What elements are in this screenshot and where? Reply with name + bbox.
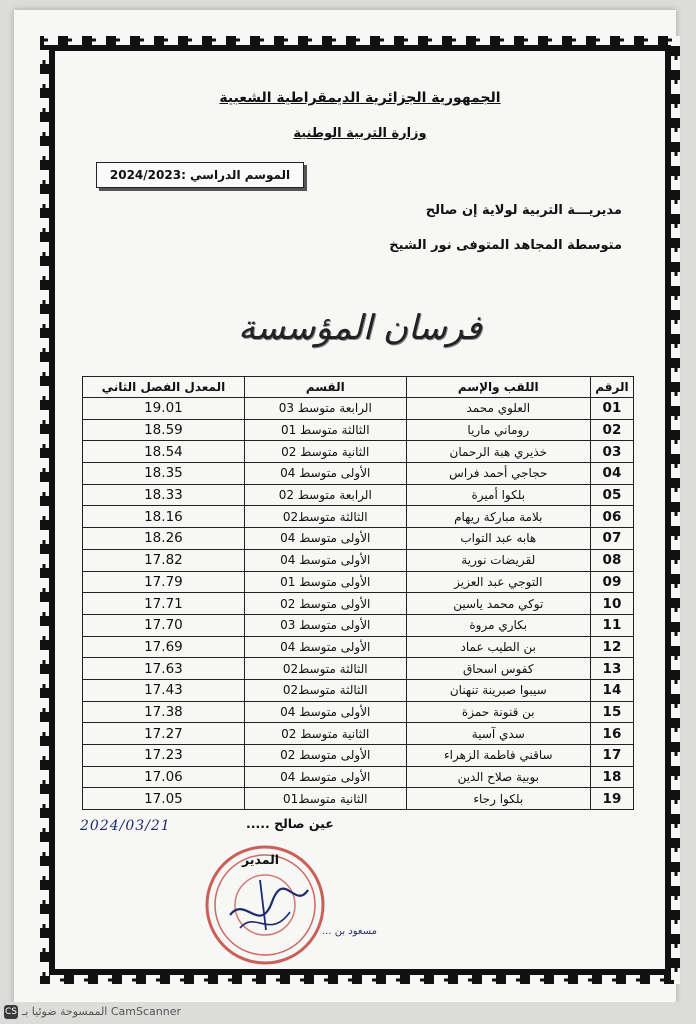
table-row — [83, 679, 634, 701]
semester-average: 19.01 — [83, 398, 245, 420]
semester-average: 17.27 — [83, 723, 245, 745]
student-name: خذيري هبة الرحمان — [406, 441, 590, 463]
row-number: 06 — [590, 506, 633, 528]
row-number: 14 — [590, 679, 633, 701]
honor-roll-table — [82, 376, 634, 810]
class-name: الثالثة متوسط02 — [244, 658, 406, 680]
class-name: الأولى متوسط 04 — [244, 528, 406, 550]
semester-average: 17.23 — [83, 745, 245, 767]
student-name: التوجي عبد العزيز — [406, 571, 590, 593]
director-label: المدير — [242, 852, 280, 867]
semester-average: 17.43 — [83, 679, 245, 701]
class-name: الأولى متوسط 02 — [244, 593, 406, 615]
student-name: بكاري مروة — [406, 614, 590, 636]
student-name: هابه عبد التواب — [406, 528, 590, 550]
class-name: الرابعة متوسط 02 — [244, 484, 406, 506]
student-name: روماني ماريا — [406, 419, 590, 441]
row-number: 04 — [590, 463, 633, 485]
row-number: 07 — [590, 528, 633, 550]
semester-average: 18.35 — [83, 463, 245, 485]
column-header-class: القسم — [244, 377, 406, 398]
scanner-footer — [0, 1002, 696, 1024]
student-name: توكي محمد ياسين — [406, 593, 590, 615]
row-number: 01 — [590, 398, 633, 420]
class-name: الثالثة متوسط 01 — [244, 419, 406, 441]
ministry-heading: وزارة التربية الوطنية — [293, 126, 427, 141]
semester-average: 17.63 — [83, 658, 245, 680]
table-row — [83, 788, 634, 810]
semester-average: 17.70 — [83, 614, 245, 636]
row-number: 16 — [590, 723, 633, 745]
row-number: 02 — [590, 419, 633, 441]
table-header-row — [83, 377, 634, 398]
student-name: بن الطيب عماد — [406, 636, 590, 658]
signature-name-stamp: مسعود بن ... — [322, 926, 378, 937]
table-row — [83, 571, 634, 593]
class-name: الثالثة متوسط02 — [244, 679, 406, 701]
table-row — [83, 658, 634, 680]
table-row — [83, 398, 634, 420]
row-number: 12 — [590, 636, 633, 658]
class-name: الأولى متوسط 04 — [244, 549, 406, 571]
table-row — [83, 614, 634, 636]
class-name: الأولى متوسط 04 — [244, 463, 406, 485]
table-row — [83, 723, 634, 745]
semester-average: 18.33 — [83, 484, 245, 506]
student-name: حجاجي أحمد فراس — [406, 463, 590, 485]
student-name: بوبية صلاح الدين — [406, 766, 590, 788]
column-header-average: المعدل الفصل الثاني — [83, 377, 245, 398]
table-row — [83, 766, 634, 788]
row-number: 03 — [590, 441, 633, 463]
table-row — [83, 484, 634, 506]
student-name: بلكوا أميرة — [406, 484, 590, 506]
row-number: 09 — [590, 571, 633, 593]
semester-average: 17.38 — [83, 701, 245, 723]
row-number: 19 — [590, 788, 633, 810]
school-season-box: الموسم الدراسي :2024/2023 — [96, 162, 304, 188]
school-name-line: متوسطة المجاهد المتوفى نور الشيخ — [389, 238, 622, 253]
student-name: ساقني فاطمة الزهراء — [406, 745, 590, 767]
class-name: الأولى متوسط 01 — [244, 571, 406, 593]
student-name: سدي آسية — [406, 723, 590, 745]
scanner-watermark-text: CamScanner الممسوحة ضوئيا بـ — [22, 1005, 182, 1018]
table-row — [83, 441, 634, 463]
republic-heading: الجمهورية الجزائرية الديمقراطية الشعبية — [219, 90, 501, 106]
page-title: فرسان المؤسسة — [238, 308, 482, 348]
document-content — [74, 80, 646, 970]
table-row — [83, 549, 634, 571]
row-number: 10 — [590, 593, 633, 615]
student-name: العلوي محمد — [406, 398, 590, 420]
table-row — [83, 636, 634, 658]
class-name: الأولى متوسط 02 — [244, 745, 406, 767]
semester-average: 17.82 — [83, 549, 245, 571]
table-row — [83, 593, 634, 615]
class-name: الأولى متوسط 04 — [244, 766, 406, 788]
class-name: الثانية متوسط 02 — [244, 441, 406, 463]
table-row — [83, 463, 634, 485]
class-name: الثانية متوسط 02 — [244, 723, 406, 745]
class-name: الرابعة متوسط 03 — [244, 398, 406, 420]
table-row — [83, 745, 634, 767]
semester-average: 17.69 — [83, 636, 245, 658]
row-number: 15 — [590, 701, 633, 723]
semester-average: 17.05 — [83, 788, 245, 810]
semester-average: 18.26 — [83, 528, 245, 550]
row-number: 05 — [590, 484, 633, 506]
semester-average: 18.16 — [83, 506, 245, 528]
document-page — [14, 10, 676, 1005]
column-header-name: اللقب والإسم — [406, 377, 590, 398]
camscanner-icon: CS — [5, 1007, 17, 1017]
class-name: الأولى متوسط 04 — [244, 636, 406, 658]
class-name: الأولى متوسط 03 — [244, 614, 406, 636]
student-name: بلكوا رجاء — [406, 788, 590, 810]
table-row — [83, 419, 634, 441]
semester-average: 17.71 — [83, 593, 245, 615]
semester-average: 17.06 — [83, 766, 245, 788]
directorate-line: مديريـــة التربية لولاية إن صالح — [425, 203, 622, 218]
class-name: الثالثة متوسط02 — [244, 506, 406, 528]
class-name: الأولى متوسط 04 — [244, 701, 406, 723]
student-name: كفوس اسحاق — [406, 658, 590, 680]
place-label: عين صالح ..... — [246, 816, 334, 831]
row-number: 08 — [590, 549, 633, 571]
table-row — [83, 506, 634, 528]
row-number: 11 — [590, 614, 633, 636]
row-number: 18 — [590, 766, 633, 788]
class-name: الثانية متوسط01 — [244, 788, 406, 810]
semester-average: 18.59 — [83, 419, 245, 441]
row-number: 17 — [590, 745, 633, 767]
student-name: بلامة مباركة ريهام — [406, 506, 590, 528]
student-name: سيبوا صبرينة تنهنان — [406, 679, 590, 701]
student-name: بن قنونة حمزة — [406, 701, 590, 723]
table-row — [83, 701, 634, 723]
row-number: 13 — [590, 658, 633, 680]
column-header-number: الرقم — [590, 377, 633, 398]
handwritten-date: 2024/03/21 — [80, 818, 171, 834]
student-name: لقريضات نورية — [406, 549, 590, 571]
semester-average: 17.79 — [83, 571, 245, 593]
semester-average: 18.54 — [83, 441, 245, 463]
table-row — [83, 528, 634, 550]
